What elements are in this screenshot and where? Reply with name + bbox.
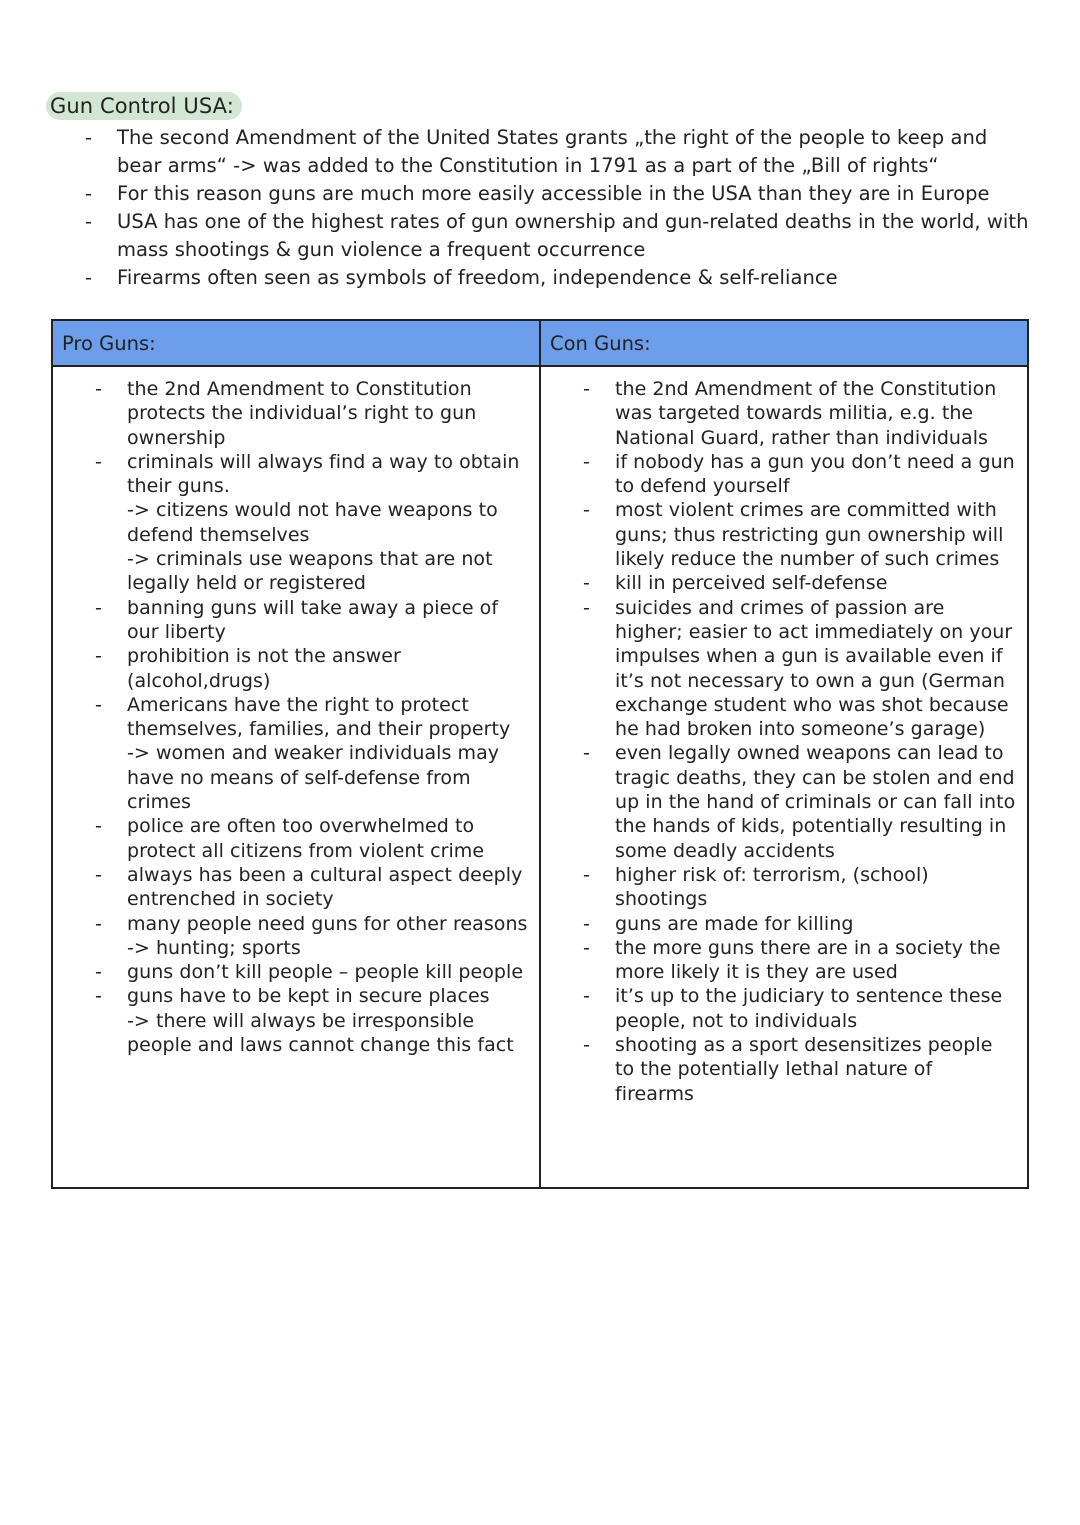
pro-sub-point: -> criminals use weapons that are not legally held or registered bbox=[127, 548, 493, 595]
pro-column-cell bbox=[52, 366, 540, 1188]
pro-item bbox=[53, 960, 529, 984]
pro-item-text: guns have to be kept in secure places bbox=[127, 985, 490, 1008]
con-item-text: if nobody has a gun you don’t need a gun to defend yourself bbox=[615, 450, 1015, 498]
con-list bbox=[541, 377, 1017, 1106]
con-item-text: even legally owned weapons can lead to tragic deaths, they can be stolen and end up in the hand of criminals or can fall into the hands of kids, potentially resulting in some deadly accidents bbox=[615, 742, 1016, 862]
con-item-text: the 2nd Amendment of the Constitution was targeted towards militia, e.g. the National Guard, rather than individuals bbox=[615, 378, 997, 449]
pro-sub-point: -> hunting; sports bbox=[127, 936, 301, 959]
bullet-dash: - bbox=[583, 936, 590, 959]
bullet-dash: - bbox=[583, 450, 590, 473]
con-item-text: it’s up to the judiciary to sentence these people, not to individuals bbox=[615, 985, 1003, 1032]
pro-item-text: always has been a cultural aspect deeply entrenched in society bbox=[127, 863, 523, 911]
con-item bbox=[541, 498, 1017, 571]
pro-con-table bbox=[51, 319, 1029, 1189]
con-item bbox=[541, 450, 1017, 499]
pro-sub-point: -> there will always be irresponsible people and laws cannot change this fact bbox=[127, 1009, 514, 1057]
intro-item-text: For this reason guns are much more easily accessible in the USA than they are in Europe bbox=[117, 182, 990, 205]
bullet-dash: - bbox=[95, 378, 102, 400]
pro-item bbox=[53, 644, 529, 693]
con-item bbox=[541, 936, 1017, 985]
con-item-text: suicides and crimes of passion are higher; easier to act immediately on your impulses when a gun is available even if it’s not necessary to own a gun (German exchange student who was shot because he had broken into someone’s garage) bbox=[615, 596, 1013, 741]
pro-item-text: guns don’t kill people – people kill people bbox=[127, 961, 524, 984]
pro-item-text: many people need guns for other reasons bbox=[127, 912, 528, 935]
bullet-dash: - bbox=[85, 266, 93, 289]
bullet-dash: - bbox=[583, 742, 590, 765]
pro-sub-point: -> women and weaker individuals may have no means of self-defense from crimes bbox=[127, 742, 500, 814]
page-title: Gun Control USA: bbox=[46, 92, 242, 120]
intro-item bbox=[80, 180, 1030, 208]
bullet-dash: - bbox=[583, 572, 590, 595]
bullet-dash: - bbox=[95, 985, 102, 1008]
pro-item-text: Americans have the right to protect themselves, families, and their property bbox=[127, 693, 511, 741]
bullet-dash: - bbox=[583, 985, 590, 1008]
con-item bbox=[541, 863, 1017, 912]
bullet-dash: - bbox=[95, 863, 102, 886]
pro-item bbox=[53, 377, 529, 450]
bullet-dash: - bbox=[95, 961, 102, 984]
bullet-dash: - bbox=[95, 815, 102, 838]
con-item-text: guns are made for killing bbox=[615, 912, 854, 935]
pro-item bbox=[53, 984, 529, 1057]
pro-item bbox=[53, 863, 529, 912]
con-item bbox=[541, 377, 1017, 450]
con-item-text: higher risk of: terrorism, (school) shootings bbox=[615, 863, 929, 911]
pro-column-header: Pro Guns: bbox=[52, 320, 540, 366]
bullet-dash: - bbox=[85, 182, 93, 205]
con-item bbox=[541, 1033, 1017, 1106]
intro-item bbox=[80, 208, 1030, 264]
bullet-dash: - bbox=[583, 912, 590, 935]
con-item-text: shooting as a sport desensitizes people to the potentially lethal nature of firearms bbox=[615, 1034, 993, 1105]
intro-item-text: Firearms often seen as symbols of freedom, independence & self-reliance bbox=[117, 266, 838, 289]
con-item-text: kill in perceived self-defense bbox=[615, 572, 888, 595]
bullet-dash: - bbox=[95, 450, 102, 473]
con-item-text: most violent crimes are committed with guns; thus restricting gun ownership will likely reduce the number of such crimes bbox=[615, 499, 1004, 571]
bullet-dash: - bbox=[583, 378, 590, 400]
con-item bbox=[541, 912, 1017, 936]
con-column-cell bbox=[540, 366, 1028, 1188]
pro-item bbox=[53, 814, 529, 863]
con-item-text: the more guns there are in a society the more likely it is they are used bbox=[615, 936, 1001, 984]
bullet-dash: - bbox=[583, 863, 590, 886]
intro-item-text: USA has one of the highest rates of gun ownership and gun-related deaths in the world, with mass shootings & gun violence a frequent occurrence bbox=[117, 210, 1029, 261]
intro-list bbox=[80, 124, 1030, 292]
bullet-dash: - bbox=[95, 645, 102, 668]
pro-sub-point: -> citizens would not have weapons to defend themselves bbox=[127, 499, 498, 546]
bullet-dash: - bbox=[95, 693, 102, 716]
bullet-dash: - bbox=[85, 210, 93, 233]
bullet-dash: - bbox=[85, 126, 93, 149]
pro-item bbox=[53, 912, 529, 961]
intro-item bbox=[80, 124, 1030, 180]
bullet-dash: - bbox=[95, 912, 102, 935]
pro-list bbox=[53, 377, 529, 1057]
con-item bbox=[541, 571, 1017, 595]
pro-item-text: police are often too overwhelmed to protect all citizens from violent crime bbox=[127, 815, 485, 862]
pro-item bbox=[53, 450, 529, 596]
pro-item bbox=[53, 693, 529, 814]
pro-item-text: the 2nd Amendment to Constitution protects the individual’s right to gun ownership bbox=[127, 378, 477, 449]
bullet-dash: - bbox=[583, 499, 590, 522]
bullet-dash: - bbox=[95, 596, 102, 619]
pro-item bbox=[53, 596, 529, 645]
pro-item-text: prohibition is not the answer (alcohol,drugs) bbox=[127, 645, 401, 692]
con-item bbox=[541, 741, 1017, 862]
bullet-dash: - bbox=[583, 596, 590, 619]
bullet-dash: - bbox=[583, 1034, 590, 1057]
pro-item-text: criminals will always find a way to obtain their guns. bbox=[127, 450, 520, 498]
con-item bbox=[541, 984, 1017, 1033]
con-column-header: Con Guns: bbox=[540, 320, 1028, 366]
con-item bbox=[541, 596, 1017, 742]
intro-item bbox=[80, 264, 1030, 292]
pro-item-text: banning guns will take away a piece of our liberty bbox=[127, 596, 499, 643]
intro-item-text: The second Amendment of the United States grants „the right of the people to keep and bear arms“ -> was added to the Constitution in 1791 as a part of the „Bill of rights“ bbox=[117, 126, 988, 177]
